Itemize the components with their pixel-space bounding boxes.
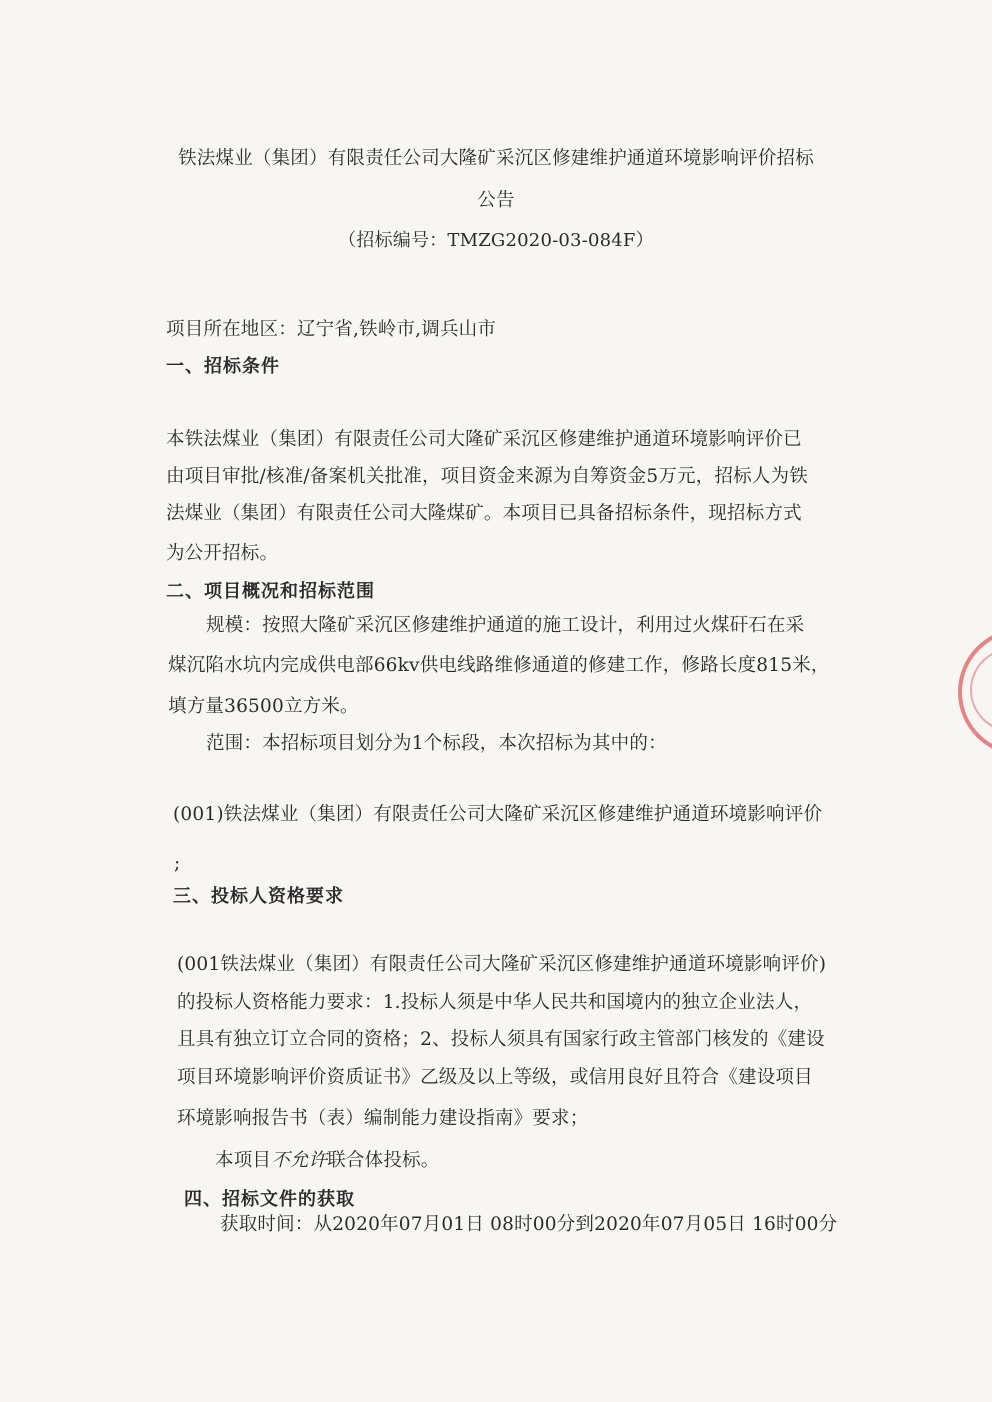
project-scale-line1: 规模：按照大隆矿采沉区修建维护通道的施工设计，利用过火煤矸石在采 [206, 615, 805, 636]
bidding-conditions-line1: 本铁法煤业（集团）有限责任公司大隆矿采沉区修建维护通道环境影响评价已 [166, 429, 802, 450]
section-heading-project-overview: 二、项目概况和招标范围 [166, 581, 375, 602]
section-heading-document-acquisition: 四、招标文件的获取 [184, 1189, 355, 1210]
consortium-statement [215, 1152, 439, 1171]
qualification-line5: 环境影响报告书（表）编制能力建设指南》要求； [177, 1108, 589, 1129]
project-scale-line3: 填方量36500立方米。 [168, 696, 359, 717]
bid-number: （招标编号：TMZG2020-03-084F） [338, 230, 654, 251]
section-heading-bidder-qualifications: 三、投标人资格要求 [173, 886, 344, 907]
document-title-line1: 铁法煤业（集团）有限责任公司大隆矿采沉区修建维护通道环境影响评价招标 [178, 148, 814, 169]
section-heading-bidding-conditions: 一、招标条件 [166, 356, 280, 377]
lot-description: (001)铁法煤业（集团）有限责任公司大隆矿采沉区修建维护通道环境影响评价 [173, 804, 823, 825]
consortium-not-allowed: 不允许 [271, 1150, 328, 1171]
lot-semicolon: ; [174, 853, 181, 874]
project-range: 范围：本招标项目划分为1个标段，本次招标为其中的： [206, 733, 667, 754]
consortium-suffix: 联合体投标。 [327, 1150, 440, 1171]
qualification-line4: 项目环境影响评价资质证书》乙级及以上等级，或信用良好且符合《建设项目 [177, 1067, 813, 1088]
project-scale-line2: 煤沉陷水坑内完成供电部66kv供电线路维修通道的修建工作，修路长度815米， [168, 655, 830, 676]
qualification-line3: 且具有独立订立合同的资格；2、投标人须具有国家行政主管部门核发的《建设 [177, 1029, 825, 1050]
project-location: 项目所在地区：辽宁省,铁岭市,调兵山市 [166, 319, 497, 340]
qualification-line1: (001铁法煤业（集团）有限责任公司大隆矿采沉区修建维护通道环境影响评价) [177, 954, 827, 975]
bidding-conditions-line2: 由项目审批/核准/备案机关批准，项目资金来源为自筹资金5万元，招标人为铁 [166, 466, 808, 487]
document-title-line2: 公告 [477, 190, 515, 211]
qualification-line2: 的投标人资格能力要求：1.投标人须是中华人民共和国境内的独立企业法人， [177, 992, 813, 1013]
acquisition-time: 获取时间：从2020年07月01日 08时00分到2020年07月05日 16时00分 [220, 1214, 838, 1235]
bidding-conditions-line3: 法煤业（集团）有限责任公司大隆煤矿。本项目已具备招标条件，现招标方式 [166, 503, 802, 524]
consortium-prefix: 本项目 [215, 1150, 272, 1171]
bidding-conditions-line4: 为公开招标。 [166, 543, 279, 564]
